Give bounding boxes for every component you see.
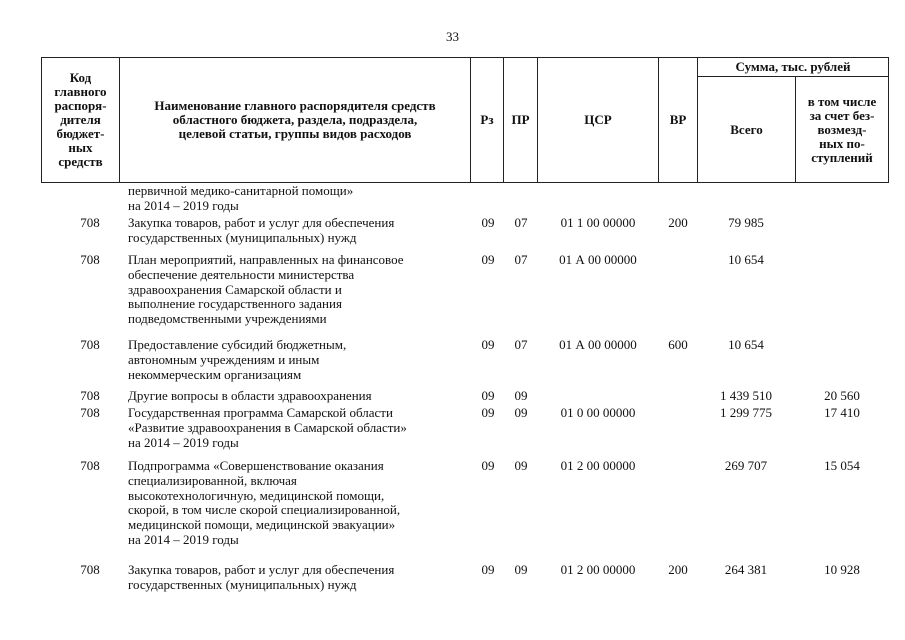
row-rz: 09: [481, 405, 495, 420]
row-name-line: автономным учреждениям и иным: [128, 351, 320, 367]
row-name-line: подведомственными учреждениями: [128, 311, 327, 327]
row-rz: 09: [481, 458, 495, 473]
row-rz: 09: [481, 215, 495, 230]
row-name-line: выполнение государственного задания: [128, 296, 342, 312]
row-name-line: первичной медико-санитарной помощи»: [128, 183, 354, 198]
header-grants-line: за счет без-: [809, 107, 875, 123]
row-name: [128, 459, 470, 548]
row-name-line: Государственная программа Самарской области: [128, 405, 393, 420]
row-name: [128, 184, 470, 214]
row-name-line: медицинской помощи, медицинской эвакуации»: [128, 517, 396, 533]
row-code: 708: [80, 215, 100, 230]
row-total: 10 654: [728, 252, 764, 267]
row-grants: 20 560: [824, 388, 860, 403]
row-name-line: Другие вопросы в области здравоохранения: [128, 388, 372, 403]
row-name: [128, 338, 470, 382]
row-pr: 09: [514, 458, 528, 473]
header-name: [119, 57, 471, 183]
row-name-line: Закупка товаров, работ и услуг для обеспечения: [128, 215, 395, 230]
row-name: [128, 216, 470, 246]
row-total: 79 985: [728, 215, 764, 230]
row-pr: 07: [514, 252, 528, 267]
row-name-line: высокотехнологичную, медицинской помощи,: [128, 487, 385, 503]
row-total: 1 299 775: [720, 405, 772, 420]
row-grants: 10 928: [824, 562, 860, 577]
row-code: 708: [80, 337, 100, 352]
header-grants-line: в том числе: [807, 93, 877, 109]
header-code-line: ных: [68, 140, 93, 155]
row-total: 264 381: [724, 562, 768, 577]
row-code: 708: [80, 405, 100, 420]
row-name-line: обеспечение деятельности министерства: [128, 266, 355, 282]
row-name-line: на 2014 – 2019 годы: [128, 197, 239, 213]
row-pr: 07: [514, 337, 528, 352]
row-name-line: Предоставление субсидий бюджетным,: [128, 337, 347, 352]
header-sum: Сумма, тыс. рублей: [697, 57, 889, 77]
header-pr: ПР: [503, 57, 538, 183]
row-pr: 07: [514, 215, 528, 230]
row-rz: 09: [481, 337, 495, 352]
row-name-line: План мероприятий, направленных на финансовое: [128, 252, 404, 267]
header-name-line: целевой статьи, группы видов расходов: [178, 126, 412, 141]
row-code: 708: [80, 562, 100, 577]
row-name: [128, 406, 470, 450]
row-name-line: на 2014 – 2019 годы: [128, 434, 239, 450]
row-vr: 200: [668, 215, 688, 230]
row-name: [128, 253, 470, 327]
row-code: 708: [80, 458, 100, 473]
header-grants-line: ступлений: [811, 149, 873, 165]
row-name-line: «Развитие здравоохранения в Самарской области»: [128, 419, 407, 435]
header-rz: Рз: [470, 57, 504, 183]
row-name-line: специализированной, включая: [128, 472, 297, 488]
row-vr: 600: [668, 337, 688, 352]
row-name-line: на 2014 – 2019 годы: [128, 531, 239, 547]
header-name-line: Наименование главного распорядителя средств: [154, 98, 436, 113]
row-csr: 01 2 00 00000: [560, 458, 636, 473]
header-code: [41, 57, 120, 183]
row-rz: 09: [481, 562, 495, 577]
row-name-line: государственных (муниципальных) нужд: [128, 229, 357, 245]
row-total: 1 439 510: [720, 388, 772, 403]
header-code-line: дителя: [60, 112, 101, 127]
row-name-line: Закупка товаров, работ и услуг для обеспечения: [128, 562, 395, 577]
row-pr: 09: [514, 388, 528, 403]
header-grants-line: ных по-: [819, 135, 865, 151]
header-total: Всего: [697, 76, 796, 183]
row-name-line: Подпрограмма «Совершенствование оказания: [128, 458, 384, 473]
row-total: 10 654: [728, 337, 764, 352]
row-rz: 09: [481, 252, 495, 267]
page-number: 33: [446, 29, 459, 44]
header-code-line: Код: [69, 70, 92, 85]
row-csr: 01 2 00 00000: [560, 562, 636, 577]
header-code-line: главного: [54, 84, 107, 99]
row-code: 708: [80, 252, 100, 267]
row-csr: 01 А 00 00000: [559, 252, 637, 267]
header-name-line: областного бюджета, раздела, подраздела,: [172, 112, 418, 127]
row-name: [128, 563, 470, 593]
header-grants: [795, 76, 889, 183]
row-grants: 15 054: [824, 458, 860, 473]
row-rz: 09: [481, 388, 495, 403]
row-csr: 01 1 00 00000: [560, 215, 636, 230]
row-csr: 01 А 00 00000: [559, 337, 637, 352]
header-csr: ЦСР: [537, 57, 659, 183]
row-name-line: скорой, в том числе скорой специализированной,: [128, 502, 401, 518]
row-pr: 09: [514, 405, 528, 420]
row-pr: 09: [514, 562, 528, 577]
header-code-line: средств: [58, 154, 103, 169]
row-total: 269 707: [724, 458, 768, 473]
header-code-line: распоря-: [54, 98, 107, 113]
row-code: 708: [80, 388, 100, 403]
row-name-line: некоммерческим организациям: [128, 366, 302, 382]
header-vr: ВР: [658, 57, 698, 183]
row-vr: 200: [668, 562, 688, 577]
row-csr: 01 0 00 00000: [560, 405, 636, 420]
row-name-line: государственных (муниципальных) нужд: [128, 576, 357, 592]
row-name: [128, 389, 470, 404]
row-grants: 17 410: [824, 405, 860, 420]
header-code-line: бюджет-: [56, 126, 105, 141]
header-grants-line: возмезд-: [817, 121, 867, 137]
row-name-line: здравоохранения Самарской области и: [128, 281, 342, 297]
